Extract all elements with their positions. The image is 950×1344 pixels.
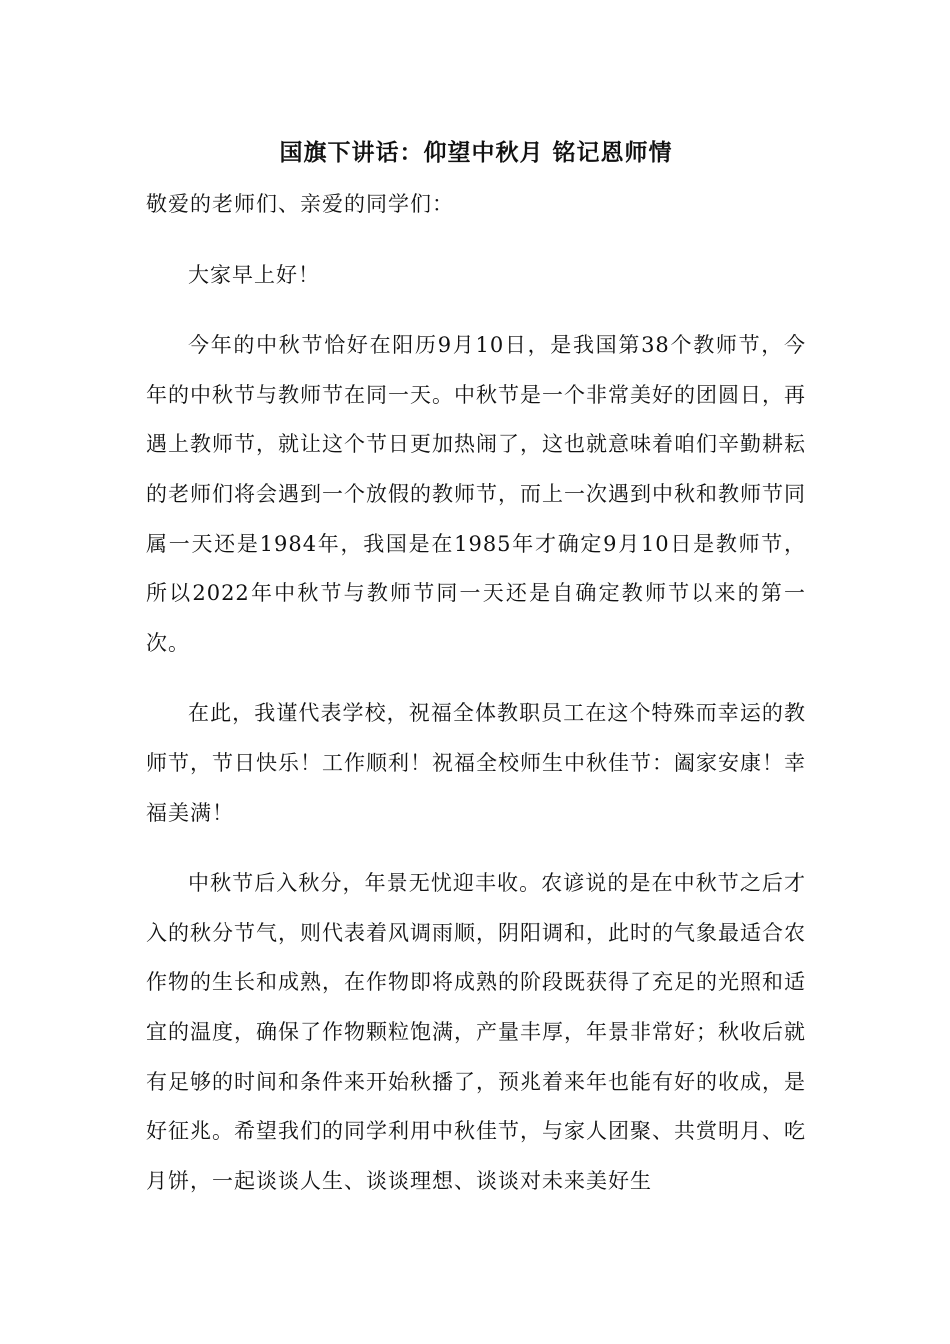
document-title: 国旗下讲话：仰望中秋月 铭记恩师情 <box>279 140 673 166</box>
salutation: 敬爱的老师们、亲爱的同学们： <box>146 192 454 216</box>
paragraph-greeting: 大家早上好！ <box>188 262 320 287</box>
paragraph-festival-date: 今年的中秋节恰好在阳历9月10日，是我国第38个教师节，今年的中秋节与教师节在同一天。中秋节是一个非常美好的团圆日，再遇上教师节，就让这个节日更加热闹了，这也就意味着咱们辛勤耕耘的老师们将会遇到一个放假的教师节，而上一次遇到中秋和教师节同属一天还是1984年，我国是在1985年才确定9月10日是教师节，所以2022年中秋节与教师节同一天还是自确定教师节以来的第一次。 <box>146 333 806 655</box>
paragraph-harvest: 中秋节后入秋分，年景无忧迎丰收。农谚说的是在中秋节之后才入的秋分节气，则代表着风调雨顺，阴阳调和，此时的气象最适合农作物的生长和成熟，在作物即将成熟的阶段既获得了充足的光照和适宜的温度，确保了作物颗粒饱满，产量丰厚，年景非常好；秋收后就有足够的时间和条件来开始秋播了，预兆着来年也能有好的收成，是好征兆。希望我们的同学利用中秋佳节，与家人团聚、共赏明月、吃月饼，一起谈谈人生、谈谈理想、谈谈对未来美好生 <box>146 871 806 1193</box>
document-body <box>146 133 806 1227</box>
paragraph-blessing: 在此，我谨代表学校，祝福全体教职员工在这个特殊而幸运的教师节，节日快乐！工作顺利！祝福全校师生中秋佳节：阖家安康！幸福美满！ <box>146 701 806 825</box>
